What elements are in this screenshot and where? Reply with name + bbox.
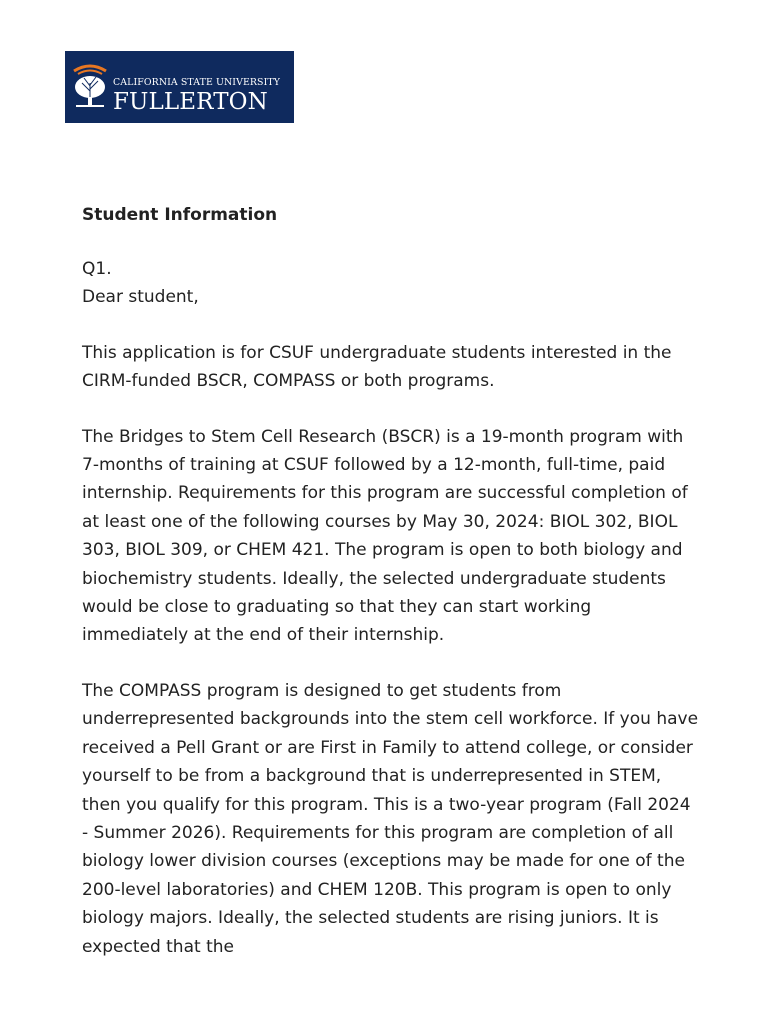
logo-campus-name: FULLERTON bbox=[113, 89, 268, 115]
bscr-paragraph: The Bridges to Stem Cell Research (BSCR) is a 19-month program with 7-months of training at CSUF followed by a 12-month, full-time, paid internship. Requirements for this program are successful completion of at least one of the following courses by May 30, 2024: BIOL 302, BIOL 303, BIOL 309, or CHEM 421. The program is open to both biology and biochemistry students. Ideally, the selected undergraduate students would be close to graduating so that they can start working immediately at the end of their internship. bbox=[82, 426, 688, 646]
section-heading: Student Information bbox=[82, 205, 278, 225]
intro-paragraph: This application is for CSUF undergraduate students interested in the CIRM-funded BSCR, COMPASS or both programs. bbox=[82, 342, 672, 392]
logo-university-line: CALIFORNIA STATE UNIVERSITY bbox=[113, 77, 281, 88]
document-body bbox=[82, 201, 702, 988]
compass-paragraph: The COMPASS program is designed to get students from underrepresented backgrounds into the stem cell workforce. If you have received a Pell Grant or are First in Family to attend college, or consider yourself to be from a background that is underrepresented in STEM, then you qualify for this program. This is a two-year program (Fall 2024 - Summer 2026). Requirements for this program are completion of all biology lower division courses (exceptions may be made for one of the 200-level laboratories) and CHEM 120B. This program is open to only biology majors. Ideally, the selected students are rising juniors. It is expected that the bbox=[82, 680, 699, 957]
csuf-logo bbox=[65, 51, 294, 123]
question-number: Q1. bbox=[82, 259, 112, 279]
tree-logo-icon bbox=[70, 61, 110, 113]
greeting: Dear student, bbox=[82, 287, 199, 308]
